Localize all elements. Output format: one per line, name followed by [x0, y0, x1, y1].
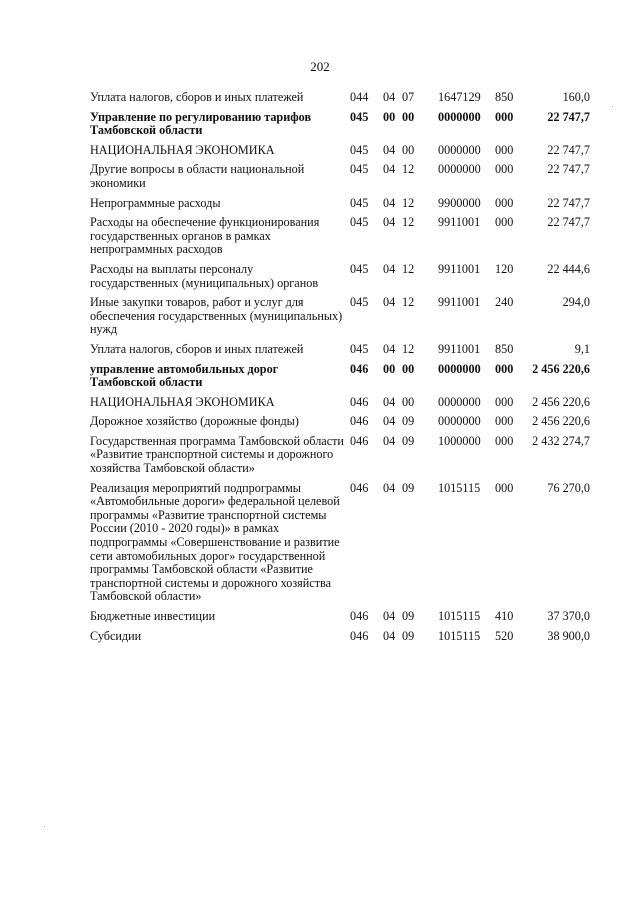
row-section-code: 04 — [383, 142, 396, 157]
row-name: Реализация мероприятий подпрограммы «Автомобильные дороги» федеральной целевой программы «Развитие транспортной системы России (2010 - 2020 годы)» в рамках подпрограммы «Совершенствование и развитие сети автомобильных дорог» государственной программы Тамбовской области «Развитие транспортной системы и дорожного хозяйства Тамбовской области» — [90, 480, 340, 604]
row-subsection-code: 00 — [402, 361, 415, 376]
row-section-code: 04 — [383, 341, 396, 356]
table-row — [90, 163, 590, 196]
table-row — [90, 482, 590, 610]
row-name: НАЦИОНАЛЬНАЯ ЭКОНОМИКА — [90, 394, 275, 409]
table-row — [90, 144, 590, 164]
row-section-code: 04 — [383, 433, 396, 448]
row-ved-code: 046 — [350, 480, 369, 495]
row-ved-code: 044 — [350, 90, 369, 104]
row-section-code: 04 — [383, 261, 396, 276]
row-section-code: 04 — [383, 90, 396, 104]
table-row — [90, 415, 590, 435]
row-name: Уплата налогов, сборов и иных платежей — [90, 341, 304, 356]
row-ved-code: 046 — [350, 628, 369, 643]
row-amount: 22 747,7 — [547, 215, 590, 230]
table-row — [90, 435, 590, 482]
row-expense-type-code: 000 — [495, 480, 514, 495]
row-expense-type-code: 000 — [495, 361, 514, 376]
row-amount: 38 900,0 — [547, 628, 590, 643]
row-expense-type-code: 410 — [495, 609, 514, 623]
row-ved-code: 045 — [350, 261, 369, 276]
row-expense-type-code: 000 — [495, 433, 514, 448]
row-expense-type-code: 850 — [495, 341, 514, 356]
row-amount: 22 747,7 — [547, 109, 590, 124]
row-expense-type-code: 000 — [495, 414, 514, 429]
row-name: управление автомобильных дорог Тамбовской области — [90, 361, 279, 390]
row-target-article-code: 0000000 — [438, 109, 481, 124]
row-ved-code: 046 — [350, 394, 369, 409]
row-subsection-code: 09 — [402, 480, 415, 495]
row-target-article-code: 0000000 — [438, 361, 481, 376]
table-row — [90, 197, 590, 217]
row-subsection-code: 09 — [402, 414, 415, 429]
table-row — [90, 263, 590, 296]
row-name: Расходы на выплаты персоналу государственных (муниципальных) органов — [90, 261, 319, 290]
row-section-code: 00 — [383, 361, 396, 376]
row-section-code: 04 — [383, 162, 396, 177]
row-amount: 76 270,0 — [547, 480, 590, 495]
row-ved-code: 045 — [350, 142, 369, 157]
row-ved-code: 046 — [350, 414, 369, 429]
row-amount: 22 747,7 — [547, 162, 590, 177]
table-row — [90, 343, 590, 363]
row-subsection-code: 09 — [402, 609, 415, 623]
row-name: Государственная программа Тамбовской области «Развитие транспортной системы и дорожного хозяйства Тамбовской области» — [90, 433, 344, 476]
table-row — [90, 610, 590, 630]
page-number: 202 — [310, 59, 330, 74]
scan-mark — [44, 826, 45, 827]
row-section-code: 04 — [383, 609, 396, 623]
row-amount: 22 747,7 — [547, 142, 590, 157]
row-expense-type-code: 120 — [495, 261, 514, 276]
row-target-article-code: 1647129 — [438, 90, 481, 104]
row-amount: 2 456 220,6 — [532, 394, 590, 409]
row-expense-type-code: 000 — [495, 215, 514, 230]
row-subsection-code: 12 — [402, 215, 415, 230]
row-expense-type-code: 000 — [495, 142, 514, 157]
row-ved-code: 045 — [350, 109, 369, 124]
row-ved-code: 045 — [350, 195, 369, 210]
row-expense-type-code: 000 — [495, 162, 514, 177]
row-subsection-code: 00 — [402, 109, 415, 124]
row-target-article-code: 0000000 — [438, 414, 481, 429]
row-target-article-code: 1015115 — [438, 480, 481, 495]
row-subsection-code: 09 — [402, 628, 415, 643]
row-section-code: 04 — [383, 394, 396, 409]
table-row — [90, 91, 590, 111]
row-section-code: 04 — [383, 414, 396, 429]
row-amount: 9,1 — [574, 341, 590, 356]
row-ved-code: 045 — [350, 341, 369, 356]
row-expense-type-code: 240 — [495, 295, 514, 310]
row-amount: 160,0 — [562, 90, 590, 104]
row-subsection-code: 12 — [402, 341, 415, 356]
row-name: Бюджетные инвестиции — [90, 609, 216, 623]
row-name: Иные закупки товаров, работ и услуг для обеспечения государственных (муниципальных) нужд — [90, 295, 343, 337]
row-name: Управление по регулированию тарифов Тамбовской области — [90, 109, 312, 138]
row-subsection-code: 00 — [402, 142, 415, 157]
row-amount: 2 432 274,7 — [532, 433, 590, 448]
row-ved-code: 045 — [350, 162, 369, 177]
row-target-article-code: 9911001 — [438, 215, 481, 230]
row-ved-code: 046 — [350, 361, 369, 376]
row-amount: 37 370,0 — [547, 609, 590, 623]
table-row — [90, 363, 590, 396]
table-row — [90, 396, 590, 416]
budget-table — [90, 91, 590, 649]
table-row — [90, 630, 590, 650]
row-amount: 22 444,6 — [547, 261, 590, 276]
row-target-article-code: 9911001 — [438, 341, 481, 356]
row-name: НАЦИОНАЛЬНАЯ ЭКОНОМИКА — [90, 142, 275, 157]
table-row — [90, 296, 590, 343]
row-target-article-code: 0000000 — [438, 162, 481, 177]
row-name: Уплата налогов, сборов и иных платежей — [90, 90, 304, 104]
row-subsection-code: 12 — [402, 261, 415, 276]
row-name: Дорожное хозяйство (дорожные фонды) — [90, 414, 299, 429]
row-subsection-code: 12 — [402, 195, 415, 210]
row-expense-type-code: 850 — [495, 90, 514, 104]
row-expense-type-code: 000 — [495, 109, 514, 124]
row-section-code: 04 — [383, 195, 396, 210]
row-subsection-code: 12 — [402, 295, 415, 310]
row-amount: 2 456 220,6 — [532, 414, 590, 429]
row-target-article-code: 9900000 — [438, 195, 481, 210]
row-name: Расходы на обеспечение функционирования государственных органов в рамках непрограммных расходов — [90, 215, 320, 257]
row-amount: 22 747,7 — [547, 195, 590, 210]
row-section-code: 04 — [383, 628, 396, 643]
row-target-article-code: 0000000 — [438, 142, 481, 157]
row-section-code: 04 — [383, 480, 396, 495]
row-expense-type-code: 000 — [495, 394, 514, 409]
row-target-article-code: 9911001 — [438, 261, 481, 276]
row-subsection-code: 09 — [402, 433, 415, 448]
row-subsection-code: 07 — [402, 90, 415, 104]
row-ved-code: 045 — [350, 215, 369, 230]
row-target-article-code: 0000000 — [438, 394, 481, 409]
row-subsection-code: 12 — [402, 162, 415, 177]
row-name: Субсидии — [90, 628, 142, 643]
row-target-article-code: 1015115 — [438, 609, 481, 623]
row-section-code: 04 — [383, 215, 396, 230]
row-name: Непрограммные расходы — [90, 195, 221, 210]
row-name: Другие вопросы в области национальной экономики — [90, 162, 305, 190]
row-amount: 294,0 — [562, 295, 590, 310]
row-ved-code: 045 — [350, 295, 369, 310]
row-section-code: 00 — [383, 109, 396, 124]
row-target-article-code: 1000000 — [438, 433, 481, 448]
row-amount: 2 456 220,6 — [532, 361, 590, 376]
table-row — [90, 111, 590, 144]
row-subsection-code: 00 — [402, 394, 415, 409]
row-expense-type-code: 520 — [495, 628, 514, 643]
row-ved-code: 046 — [350, 433, 369, 448]
table-row — [90, 216, 590, 263]
row-section-code: 04 — [383, 295, 396, 310]
row-target-article-code: 1015115 — [438, 628, 481, 643]
budget-table-body — [90, 91, 590, 649]
row-ved-code: 046 — [350, 609, 369, 623]
scan-mark — [612, 106, 613, 107]
row-expense-type-code: 000 — [495, 195, 514, 210]
row-target-article-code: 9911001 — [438, 295, 481, 310]
